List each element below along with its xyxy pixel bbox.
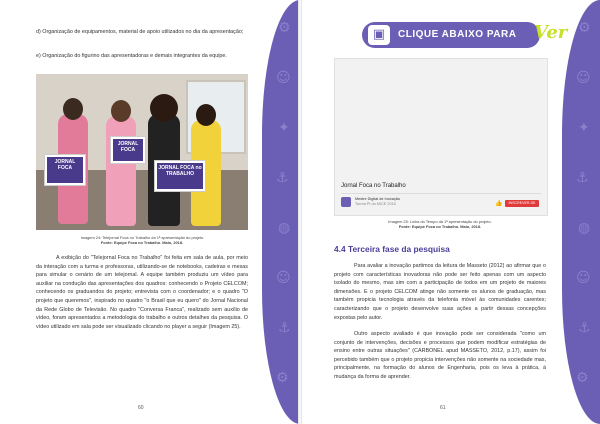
anchor-icon: ⚓ [276, 170, 289, 186]
person-icon: ☺ [276, 70, 291, 86]
video-title[interactable]: Jornal Foca no Trabalho [341, 183, 406, 189]
banner-text: CLIQUE ABAIXO PARA [398, 29, 517, 40]
gear-icon: ⚙ [278, 20, 291, 36]
sign-1: JORNAL FOCA [44, 154, 86, 186]
page-number: 61 [440, 405, 446, 411]
globe-icon: ◍ [578, 220, 591, 236]
camera-icon: ▣ [368, 25, 390, 45]
sign-2: JORNAL FOCA [110, 136, 146, 164]
channel-name[interactable]: Mestre Digital de Inovação [355, 197, 400, 201]
anchor-icon: ⚓ [576, 170, 589, 186]
banner-highlight: Ver [534, 22, 568, 43]
gear-icon-2: ⚙ [276, 370, 289, 386]
thumbs-up-icon[interactable]: 👍 [495, 200, 503, 207]
sign-3: JORNAL FOCA no TRABALHO [154, 160, 206, 192]
subscribe-button[interactable]: INSCREVER-SE [505, 200, 539, 207]
right-page [300, 0, 600, 424]
globe-icon: ◍ [278, 220, 291, 236]
body-paragraph-2: Outro aspecto avaliado é que inovação pode ser considerada "como um conjunto de intervenções, decisões e processos que podem modificar estratégias de ensino entre outras situações" (CARBONEL apud MASSETO, 2012, p.17), assim foi percebido também que o projeto propicia intervenções não somente na sociedade mas, principalmente, na formação do alunos de Engenharia, pois os leva à prática, à mudança da forma de aprender. [334, 331, 546, 380]
gear-icon-2: ⚙ [576, 370, 589, 386]
anchor-icon-2: ⚓ [578, 320, 591, 336]
person-icon-2: ☺ [576, 270, 591, 286]
caption-title: Imagem 25: Linha do Tempo da 1ª apresentação do projeto. [388, 219, 492, 224]
page-number: 60 [138, 405, 144, 411]
body-paragraph-1: Para avaliar a inovação partimos da leitura de Masseto (2012) ao afirmar que o projeto com características inovadoras não pode ser feito apenas com um aspecto isolado do mesmo, mas sim com a participação de todos em um projeto de maiores dimensões. E o projeto CELCOM atinge não somente os alunos de graduação, mas também propicia tecnologia através da telefonia móvel às comunidades carentes; caracterizando que o projeto desenvolve suas ações a partir dessas concepções expostas pelo autor. [334, 263, 546, 321]
caption-title: Imagem 24: Telejornal Foca no Trabalho da 1ª apresentação do projeto [80, 235, 204, 240]
team-photo [36, 74, 248, 230]
person-icon-2: ☺ [276, 270, 291, 286]
list-item-e: e) Organização do figurino das apresentadoras e demais integrantes da equipe. [36, 53, 227, 59]
channel-subtitle: Turma PI do MICE 2018 [355, 202, 396, 206]
image-24-caption [36, 235, 248, 245]
caption-source: Fonte: Equipe Foca no Trabalho. Maio, 2018. [100, 240, 184, 245]
lightbulb-icon: ✦ [578, 120, 590, 136]
decorative-band [262, 0, 300, 424]
image-25-caption [334, 219, 546, 229]
decorative-band [562, 0, 600, 424]
page-gutter [298, 0, 302, 424]
list-item-d: d) Organização de equipamentos, material de apoio utilizados no dia da apresentação; [36, 29, 244, 35]
lightbulb-icon: ✦ [278, 120, 290, 136]
click-to-watch-banner[interactable] [362, 22, 568, 48]
gear-icon: ⚙ [578, 20, 591, 36]
person-icon: ☺ [576, 70, 591, 86]
section-heading: 4.4 Terceira fase da pesquisa [334, 244, 450, 254]
video-player[interactable] [334, 58, 548, 216]
channel-logo[interactable] [341, 197, 351, 207]
body-paragraph: A exibição do "Telejornal Foca no Trabalho" foi feita em sala de aula, por meio da interação com a turma e professoras, utilizando-se de notebooks, cadeiras e mesas para simular o cenário de um telejornal. A equipe também produziu um vídeo para auxiliar na condução das apresentações dos quadros: conhecendo o Projeto CELCOM; conhecendo os graduandos do projeto; entrevista com o coordenador; e o quadro "O projeto que queremos", inspirado no quadro "o Brasil que eu quero" do Jornal Nacional da Rede Globo de Televisão. No quadro "Conversa Franca", realizado sem auxílio de vídeo, foram apresentados a metodologia do trabalho e outros detalhes da pesquisa. O vídeo utilizado em sala pode ser visualizado clicando no player a seguir (Imagem 25). [36, 255, 248, 330]
channel-info[interactable] [355, 197, 400, 207]
anchor-icon-2: ⚓ [278, 320, 291, 336]
caption-source: Fonte: Equipe Foca no Trabalho. Maio, 2018. [398, 224, 482, 229]
